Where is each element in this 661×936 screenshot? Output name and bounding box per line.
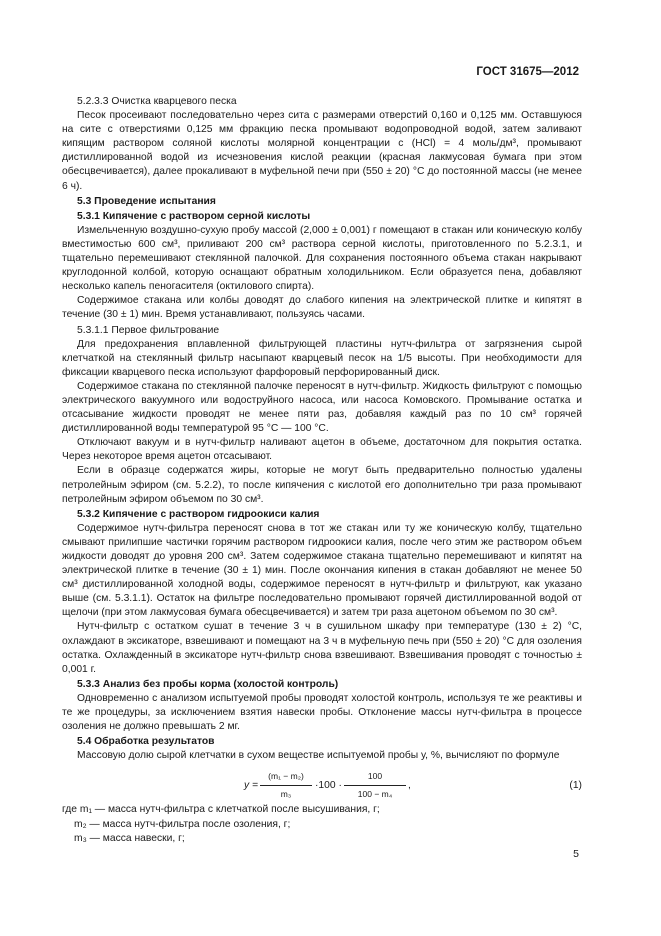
formula-tail: , (408, 780, 411, 792)
definition-m3: m₃ — масса навески, г; (74, 832, 185, 844)
section-5-3-2-paragraph-1: Содержимое нутч-фильтра переносят снова в тот же стакан или ту же коническую колбу, тщательно смывают прилипшие частички горячим раствором гидроокиси калия, после чего этим же раствором объем жидкости доводят до уровня 200 см³. Затем содержимое стакана тщательно перемешивают и кипятят на электрической плитке в течение (30 ± 1) мин. После окончания кипения в стакан добавляют не менее 50 см³ дистиллированной холодной воды, содержимое переносят в нутч-фильтр и фильтруют, как указано выше (см. 5.3.1.1). Остаток на фильтре последовательно промывают горячей дистиллированной водой от щелочи (при этом лакмусовая бумага обесцвечивается) и затем три раза ацетоном объемом по 30 см³. (62, 522, 582, 619)
section-5-3-2-title: 5.3.2 Кипячение с раствором гидроокиси калия (77, 508, 320, 520)
section-5-3-1-paragraph-1: Измельченную воздушно-сухую пробу массой (2,000 ± 0,001) г помещают в стакан или коническую колбу вместимостью 600 см³, приливают 200 см³ раствора серной кислоты, приготовленного по 5.2.3.1, и тщательно перемешивают стеклянной палочкой. Для сохранения постоянного объема стакан накрывают круглодонной колбой, которую оснащают обратным холодильником. Если образуется пена, добавляют несколько капель пеногасителя (октилового спирта). (62, 224, 582, 293)
formula-fraction-2 (344, 769, 406, 800)
definition-m1: где m₁ — масса нутч-фильтра с клетчаткой после высушивания, г; (62, 804, 380, 816)
section-5-3-title: 5.3 Проведение испытания (77, 195, 216, 207)
formula-1 (62, 767, 582, 801)
section-5-3-1-1-paragraph-4: Если в образце содержатся жиры, которые не могут быть предварительно полностью удалены петролейным эфиром (см. 5.2.2), то после кипячения с кислотой его дополнительно три раза промывают петролейным эфиром объемом по 30 см³. (62, 465, 582, 505)
formula-fraction-1-denominator: m₃ (280, 788, 292, 799)
formula-fraction-2-numerator: 100 (344, 769, 406, 785)
definition-m2: m₂ — масса нутч-фильтра после озоления, г; (74, 818, 291, 830)
formula-lhs: y = (244, 780, 259, 792)
formula-number: (1) (569, 780, 582, 792)
document-standard-code: ГОСТ 31675—2012 (476, 66, 579, 78)
section-5-2-3-3-paragraph: Песок просеивают последовательно через сита с размерами отверстий 0,160 и 0,125 мм. Оставшуюся на сите с отверстиями 0,125 мм фракцию песка промывают водопроводной водой, затем заливают кипящим раствором соляной кислоты молярной концентрации с (HCl) = 4 моль/дм³, промывают дистиллированной водой из исчезновения кислой реакции (красная лакмусовая бумага при этом обесцвечивается), далее прокаливают в муфельной печи при (550 ± 20) °С до постоянной массы (не менее 6 ч). (62, 110, 582, 192)
section-5-3-1-1-paragraph-1: Для предохранения вплавленной фильтрующей пластины нутч-фильтра от загрязнения сырой клетчаткой на стеклянный фильтр насыпают кварцевый песок на 1/5 высоты. При необходимости для фиксации кварцевого песка используют фарфоровый перфорированный диск. (62, 338, 582, 378)
section-5-3-3-paragraph: Одновременно с анализом испытуемой пробы проводят холостой контроль, используя те же реактивы и те же процедуры, за исключением взятия навески пробы. Отклонение массы нутч-фильтра в процессе озоления не должно превышать 2 мг. (62, 692, 582, 733)
formula-fraction-1-numerator: (m₁ − m₂) (260, 769, 312, 785)
formula-fraction-1 (260, 769, 312, 800)
section-5-3-1-paragraph-2: Содержимое стакана или колбы доводят до слабого кипения на электрической плитке и кипятят в течение (30 ± 1) мин. Время устанавливают, пользуясь часами. (62, 295, 582, 321)
section-5-3-3-title: 5.3.3 Анализ без пробы корма (холостой контроль) (77, 678, 339, 690)
section-5-3-1-1-title: 5.3.1.1 Первое фильтрование (77, 324, 220, 336)
section-5-2-3-3-title: 5.2.3.3 Очистка кварцевого песка (77, 96, 237, 107)
document-body (62, 94, 582, 846)
section-5-4-title: 5.4 Обработка результатов (77, 736, 215, 748)
section-5-4-paragraph: Массовую долю сырой клетчатки в сухом веществе испытуемой пробы у, %, вычисляют по формуле (77, 750, 560, 762)
formula-multiplier: ·100 · (315, 780, 342, 792)
formula-fraction-2-denominator: 100 − m₄ (357, 788, 393, 799)
section-5-3-1-title: 5.3.1 Кипячение с раствором серной кислоты (77, 210, 311, 222)
formula-definitions (62, 803, 582, 845)
section-5-3-2-paragraph-2: Нутч-фильтр с остатком сушат в течение 3 ч в сушильном шкафу при температуре (130 ± 2) °С, охлаждают в эксикаторе, взвешивают и помещают на 3 ч в муфельную печь при (550 ± 20) °С для озоления остатка. Охлажденный в эксикаторе нутч-фильтр снова взвешивают. Взвешивания проводят с точностью ± 0,001 г. (62, 621, 582, 675)
section-5-3-1-1-paragraph-3: Отключают вакуум и в нутч-фильтр наливают ацетон в объеме, достаточном для покрытия остатка. Через некоторое время ацетон отсасывают. (62, 437, 582, 463)
section-5-3-1-1-paragraph-2: Содержимое стакана по стеклянной палочке переносят в нутч-фильтр. Жидкость фильтруют с помощью электрического вакуумного или водоструйного насоса, или насоса Комовского. Промывание остатка и отсасывание жидкости проводят не менее пяти раз, добавляя каждый раз по 10 см³ горячей дистиллированной воды температурой 95 °С — 100 °С. (62, 380, 582, 435)
page-number: 5 (573, 848, 579, 860)
